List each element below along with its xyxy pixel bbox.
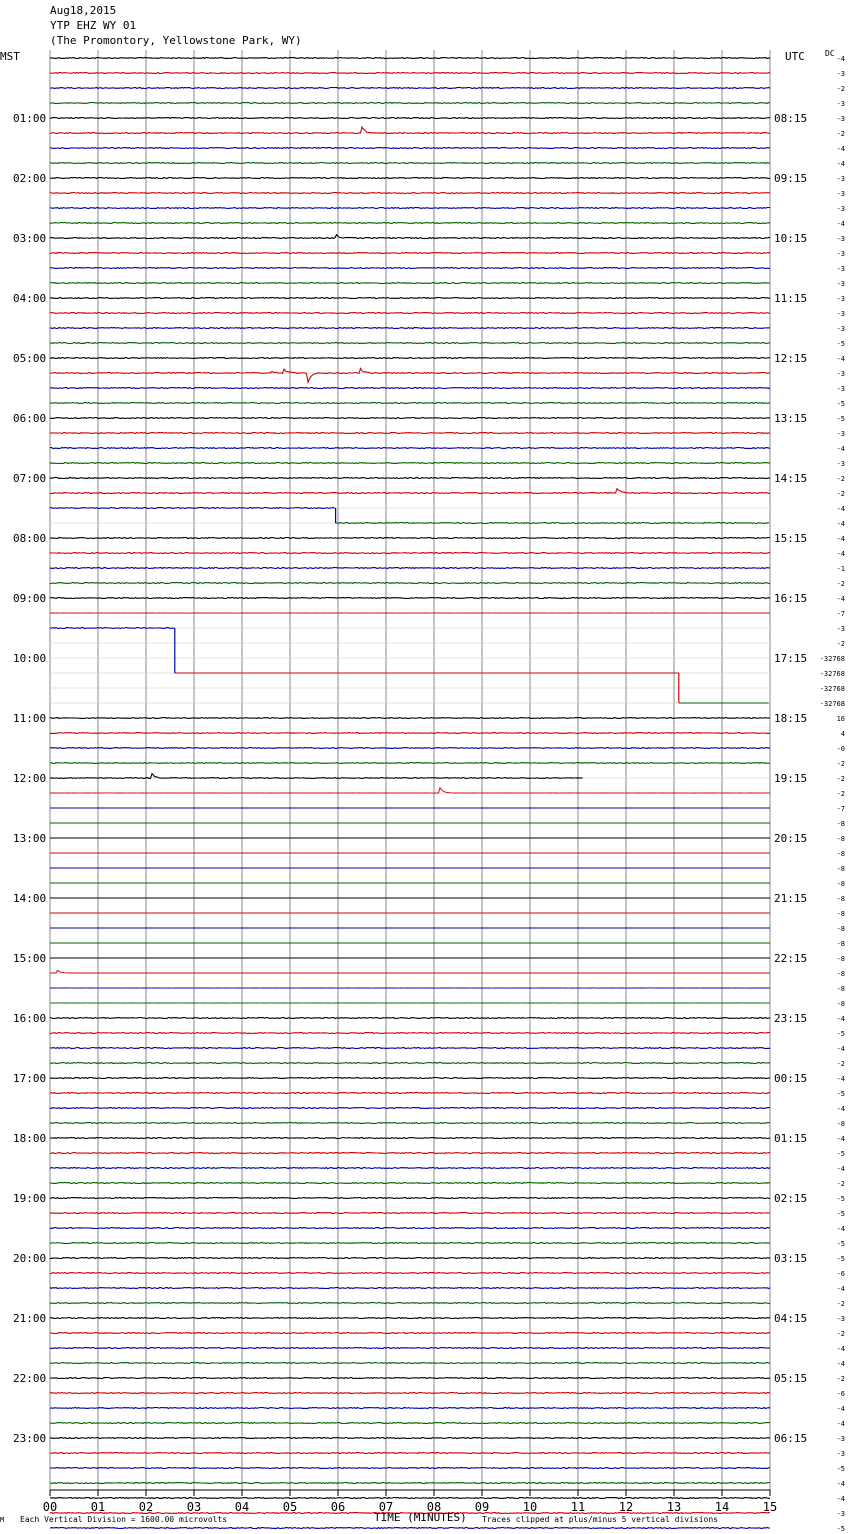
x-tick-label: 14 (714, 1500, 730, 1514)
dc-offset-label: -4 (836, 1285, 845, 1293)
mst-hour-label: 23:00 (13, 1432, 47, 1445)
dc-offset-label: -8 (836, 910, 845, 918)
mst-hour-label: 22:00 (13, 1372, 47, 1385)
dc-offset-label: -8 (836, 970, 845, 978)
x-tick-label: 04 (234, 1500, 250, 1514)
dc-offset-label: -5 (836, 415, 845, 423)
trace-line (50, 208, 770, 209)
dc-offset-label: -4 (836, 1420, 845, 1428)
trace-line (50, 1528, 770, 1529)
x-tick-label: 01 (90, 1500, 106, 1514)
dc-offset-label: -32768 (819, 685, 845, 693)
dc-offset-label: -4 (836, 1495, 845, 1503)
trace-line (50, 268, 770, 269)
x-axis-title: TIME (MINUTES) (374, 1511, 467, 1524)
x-tick-label: 05 (282, 1500, 298, 1514)
trace-line (50, 313, 770, 314)
dc-offset-label: -3 (836, 100, 845, 108)
dc-offset-label: -3 (836, 175, 845, 183)
dc-offset-label: -4 (836, 145, 845, 153)
dc-offset-label: -2 (836, 1300, 845, 1308)
utc-hour-label: 18:15 (774, 712, 808, 725)
trace-line (50, 774, 583, 779)
trace-line (50, 1393, 770, 1394)
dc-offset-label: 4 (840, 730, 845, 738)
dc-offset-label: -2 (836, 790, 845, 798)
location-label: (The Promontory, Yellowstone Park, WY) (50, 34, 302, 47)
dc-offset-label: -3 (836, 1450, 845, 1458)
dc-offset-label: -8 (836, 865, 845, 873)
trace-line (50, 1318, 770, 1319)
dc-offset-label: -4 (836, 1345, 845, 1353)
dc-offset-label: -4 (836, 1075, 845, 1083)
trace-line (50, 1213, 770, 1214)
trace-line (50, 343, 770, 344)
trace-line (50, 538, 770, 539)
utc-hour-label: 00:15 (774, 1072, 808, 1085)
trace-line (50, 298, 770, 299)
trace-line (50, 1273, 770, 1274)
dc-offset-label: -4 (836, 505, 845, 513)
dc-offset-label: -3 (836, 250, 845, 258)
trace-line (50, 583, 770, 584)
dc-offset-label: -8 (836, 895, 845, 903)
utc-hour-label: 22:15 (774, 952, 808, 965)
dc-offset-label: -4 (836, 1480, 845, 1488)
trace-line (50, 193, 770, 194)
dc-offset-label: -3 (836, 460, 845, 468)
dc-offset-label: -3 (836, 625, 845, 633)
trace-line (50, 1123, 770, 1124)
dc-offset-label: -4 (836, 220, 845, 228)
utc-hour-label: 15:15 (774, 532, 808, 545)
dc-offset-label: -5 (836, 340, 845, 348)
trace-line (50, 733, 770, 734)
trace-line (50, 1048, 770, 1049)
dc-offset-label: -5 (836, 400, 845, 408)
trace-line (50, 235, 770, 239)
dc-offset-label: -4 (836, 1225, 845, 1233)
left-timezone-label: MST (0, 50, 20, 63)
trace-line (50, 598, 770, 599)
mst-hour-label: 02:00 (13, 172, 47, 185)
trace-line (50, 1288, 770, 1289)
mst-hour-label: 04:00 (13, 292, 47, 305)
trace-line (50, 478, 770, 479)
trace-line (50, 508, 335, 509)
dc-offset-label: -3 (836, 280, 845, 288)
dc-offset-label: -2 (836, 640, 845, 648)
trace-line (50, 1033, 770, 1034)
dc-offset-label: -8 (836, 820, 845, 828)
x-tick-label: 08 (426, 1500, 442, 1514)
utc-hour-label: 13:15 (774, 412, 808, 425)
trace-line (50, 1153, 770, 1154)
dc-offset-label: -5 (836, 1195, 845, 1203)
trace-line (50, 1138, 770, 1139)
utc-hour-label: 19:15 (774, 772, 808, 785)
trace-line (50, 88, 770, 89)
dc-offset-label: -4 (836, 535, 845, 543)
dc-offset-label: -4 (836, 1045, 845, 1053)
trace-line (50, 1183, 770, 1184)
utc-hour-label: 12:15 (774, 352, 808, 365)
mst-hour-label: 16:00 (13, 1012, 47, 1025)
dc-offset-label: -3 (836, 1435, 845, 1443)
dc-offset-label: -2 (836, 1330, 845, 1338)
mst-hour-label: 08:00 (13, 532, 47, 545)
dc-offset-label: -0 (836, 745, 845, 753)
dc-offset-label: -4 (836, 445, 845, 453)
dc-offset-label: -4 (836, 355, 845, 363)
dc-offset-label: -2 (836, 760, 845, 768)
dc-offset-label: -3 (836, 265, 845, 273)
trace-line (50, 1438, 770, 1439)
dc-offset-label: -4 (836, 1135, 845, 1143)
dc-offset-label: -3 (836, 115, 845, 123)
mst-hour-label: 11:00 (13, 712, 47, 725)
dc-offset-label: -32768 (819, 670, 845, 678)
dc-offset-label: -32768 (819, 700, 845, 708)
trace-line (50, 970, 770, 973)
dc-offset-label: -3 (836, 205, 845, 213)
dc-offset-label: -3 (836, 190, 845, 198)
trace-line (50, 283, 770, 284)
trace-line (50, 1258, 770, 1259)
x-tick-label: 06 (330, 1500, 346, 1514)
x-tick-label: 03 (186, 1500, 202, 1514)
dc-offset-label: -8 (836, 955, 845, 963)
dc-offset-label: -5 (836, 1090, 845, 1098)
trace-line (50, 788, 770, 794)
trace-line (50, 1243, 770, 1244)
dc-offset-label: -5 (836, 1465, 845, 1473)
trace-line (50, 118, 770, 119)
dc-offset-label: -3 (836, 70, 845, 78)
dc-offset-label: -8 (836, 850, 845, 858)
x-tick-label: 02 (138, 1500, 154, 1514)
mst-hour-label: 01:00 (13, 112, 47, 125)
dc-offset-label: -4 (836, 1015, 845, 1023)
plot-grid (50, 50, 770, 1534)
trace-line (50, 553, 770, 554)
trace-line (50, 568, 770, 569)
x-tick-label: 09 (474, 1500, 490, 1514)
trace-line (50, 1018, 770, 1019)
utc-hour-label: 23:15 (774, 1012, 808, 1025)
trace-line (50, 403, 770, 404)
trace-line (50, 1228, 770, 1229)
trace-line (50, 368, 770, 382)
dc-offset-label: -8 (836, 880, 845, 888)
utc-hour-label: 10:15 (774, 232, 808, 245)
dc-offset-label: -3 (836, 430, 845, 438)
trace-line (50, 1093, 770, 1094)
trace-line (50, 127, 770, 134)
utc-hour-label: 08:15 (774, 112, 808, 125)
date-label: Aug18,2015 (50, 4, 117, 17)
x-tick-label: 07 (378, 1500, 394, 1514)
mst-hour-label: 03:00 (13, 232, 47, 245)
mst-hour-label: 06:00 (13, 412, 47, 425)
trace-line (50, 448, 770, 449)
utc-hour-label: 01:15 (774, 1132, 808, 1145)
dc-offset-label: -2 (836, 490, 845, 498)
dc-offset-label: -3 (836, 235, 845, 243)
trace-line (50, 58, 770, 59)
dc-offset-label: -2 (836, 475, 845, 483)
trace-line (50, 148, 770, 149)
dc-offset-label: -3 (836, 310, 845, 318)
dc-offset-label: -7 (836, 805, 845, 813)
dc-offset-label: -2 (836, 1375, 845, 1383)
x-tick-label: 00 (42, 1500, 58, 1514)
trace-line (50, 1483, 770, 1484)
right-timezone-label: UTC (785, 50, 805, 63)
utc-hour-label: 20:15 (774, 832, 808, 845)
trace-line (50, 1303, 770, 1304)
trace-line (50, 103, 770, 104)
trace-line (50, 628, 175, 629)
trace-line (50, 1453, 770, 1454)
trace-line (50, 223, 770, 224)
dc-offset-label: -4 (836, 55, 845, 63)
mst-hour-label: 21:00 (13, 1312, 47, 1325)
dc-offset-label: -4 (836, 550, 845, 558)
x-tick-label: 13 (666, 1500, 682, 1514)
dc-offset-label: -3 (836, 1510, 845, 1518)
dc-offset-label: -6 (836, 1390, 845, 1398)
mst-hour-label: 18:00 (13, 1132, 47, 1145)
mst-hour-label: 12:00 (13, 772, 47, 785)
trace-line (50, 1063, 770, 1064)
trace-line (50, 253, 770, 254)
mst-hour-label: 19:00 (13, 1192, 47, 1205)
dc-offset-label: -4 (836, 1105, 845, 1113)
trace-line (50, 73, 770, 74)
dc-offset-label: -3 (836, 325, 845, 333)
seismic-traces (50, 58, 770, 1534)
trace-line (50, 1348, 770, 1349)
dc-offset-label: -4 (836, 160, 845, 168)
mst-hour-label: 13:00 (13, 832, 47, 845)
dc-offset-label: -2 (836, 85, 845, 93)
mst-hour-label: 20:00 (13, 1252, 47, 1265)
trace-line (50, 1423, 770, 1424)
dc-offset-label: -2 (836, 130, 845, 138)
trace-line (50, 1333, 770, 1334)
utc-hour-label: 05:15 (774, 1372, 808, 1385)
trace-line (50, 178, 770, 179)
trace-line (50, 433, 770, 434)
trace-line (50, 748, 770, 749)
dc-offset-label: -4 (836, 1360, 845, 1368)
utc-hour-label: 17:15 (774, 652, 808, 665)
dc-offset-label: -2 (836, 580, 845, 588)
dc-offset-label: -3 (836, 370, 845, 378)
dc-offset-label: 16 (836, 715, 845, 723)
dc-offset-label: -3 (836, 385, 845, 393)
dc-offset-label: -8 (836, 985, 845, 993)
trace-line (50, 1468, 770, 1469)
dc-offset-label: -5 (836, 1525, 845, 1533)
utc-hour-label: 02:15 (774, 1192, 808, 1205)
trace-line (50, 718, 770, 719)
utc-hour-label: 16:15 (774, 592, 808, 605)
x-tick-label: 15 (762, 1500, 778, 1514)
utc-hour-label: 04:15 (774, 1312, 808, 1325)
trace-line (50, 1378, 770, 1379)
dc-offset-label: -8 (836, 925, 845, 933)
trace-line (50, 1363, 770, 1364)
dc-offset-label: -4 (836, 1165, 845, 1173)
trace-line (50, 1078, 770, 1079)
trace-line (50, 418, 770, 419)
trace-line (50, 463, 770, 464)
mst-hour-label: 09:00 (13, 592, 47, 605)
dc-offset-label: -1 (836, 565, 845, 573)
dc-offset-label: -3 (836, 1315, 845, 1323)
dc-offset-label: -8 (836, 835, 845, 843)
dc-offset-label: -32768 (819, 655, 845, 663)
mst-hour-label: 05:00 (13, 352, 47, 365)
trace-line (50, 358, 770, 359)
utc-hour-label: 11:15 (774, 292, 808, 305)
dc-offset-label: -5 (836, 1240, 845, 1248)
utc-hour-label: 06:15 (774, 1432, 808, 1445)
trace-line (50, 163, 770, 164)
mst-hour-label: 10:00 (13, 652, 47, 665)
dc-offset-label: -2 (836, 1180, 845, 1188)
trace-line (50, 1408, 770, 1409)
dc-offset-label: -4 (836, 520, 845, 528)
dc-offset-label: -4 (836, 1405, 845, 1413)
trace-line (336, 523, 769, 524)
dc-offset-label: -5 (836, 1255, 845, 1263)
dc-offset-label: -5 (836, 1210, 845, 1218)
mst-hour-label: 17:00 (13, 1072, 47, 1085)
trace-line (50, 1108, 770, 1109)
clip-note: Traces clipped at plus/minus 5 vertical divisions (482, 1515, 719, 1524)
axis-labels (13, 55, 845, 1534)
trace-line (50, 763, 770, 764)
mst-hour-label: 07:00 (13, 472, 47, 485)
x-tick-label: 10 (522, 1500, 538, 1514)
trace-line (50, 1198, 770, 1199)
dc-offset-label: -3 (836, 295, 845, 303)
x-tick-label: 12 (618, 1500, 634, 1514)
dc-offset-label: -8 (836, 1120, 845, 1128)
utc-hour-label: 03:15 (774, 1252, 808, 1265)
station-label: YTP EHZ WY 01 (50, 19, 137, 32)
dc-offset-label: -2 (836, 775, 845, 783)
dc-offset-label: -8 (836, 940, 845, 948)
dc-offset-label: -4 (836, 595, 845, 603)
utc-hour-label: 21:15 (774, 892, 808, 905)
dc-offset-label: -5 (836, 1150, 845, 1158)
trace-line (50, 328, 770, 329)
utc-hour-label: 14:15 (774, 472, 808, 485)
dc-offset-label: -2 (836, 1060, 845, 1068)
mst-hour-label: 14:00 (13, 892, 47, 905)
trace-line (50, 1498, 770, 1499)
dc-offset-label: -7 (836, 610, 845, 618)
dc-offset-label: -8 (836, 1000, 845, 1008)
dc-label: DC (825, 49, 835, 58)
mst-hour-label: 15:00 (13, 952, 47, 965)
utc-hour-label: 09:15 (774, 172, 808, 185)
dc-offset-label: -5 (836, 1030, 845, 1038)
dc-offset-label: -6 (836, 1270, 845, 1278)
trace-line (50, 388, 770, 389)
scale-note: Each Vertical Division = 1600.00 microvolts (20, 1515, 228, 1524)
trace-line (50, 1168, 770, 1169)
x-tick-label: 11 (570, 1500, 586, 1514)
corner-mark: M (0, 1516, 5, 1524)
